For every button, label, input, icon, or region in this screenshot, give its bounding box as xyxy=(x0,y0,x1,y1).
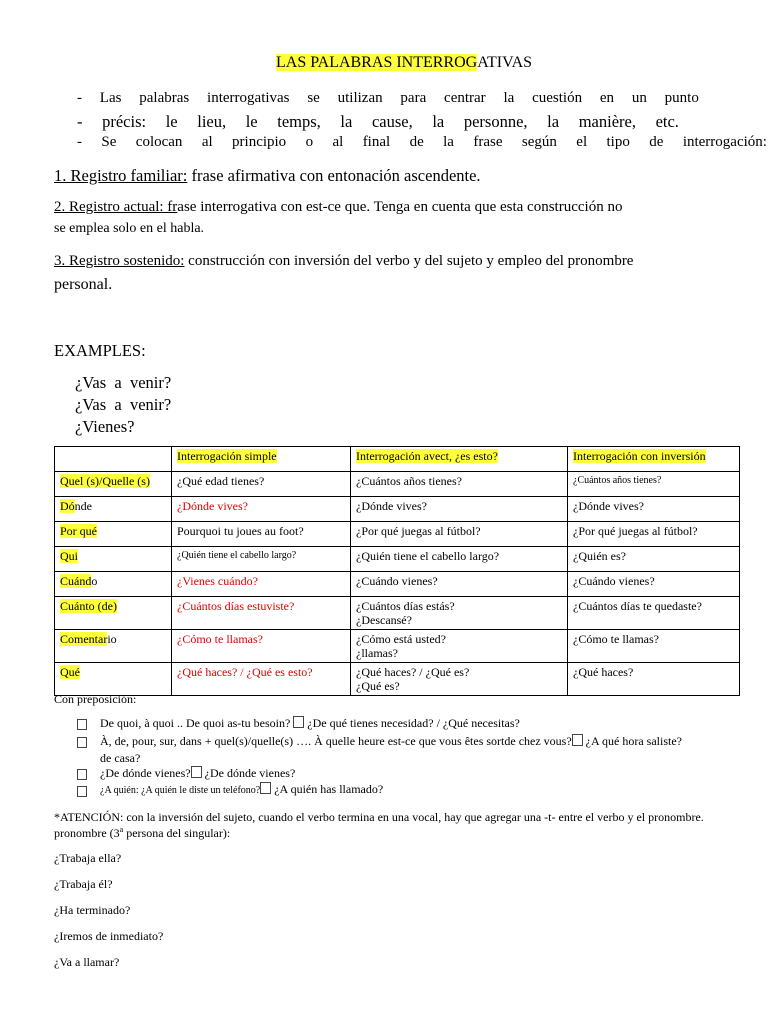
example-item: ¿Vienes? xyxy=(75,417,135,436)
intro-word: se xyxy=(307,90,320,106)
intro-word: tipo xyxy=(606,134,630,150)
intro-word: al xyxy=(332,134,344,150)
intro-word: un xyxy=(631,90,647,106)
intro-word: la xyxy=(503,90,515,106)
table-row xyxy=(55,663,740,696)
table-header-cell: Interrogación simple xyxy=(172,447,351,472)
intro-word: lieu, xyxy=(197,112,227,131)
intro-word: frase xyxy=(473,134,503,150)
preposition-item-3: ¿De dónde vienes? ¿De dónde vienes? xyxy=(100,766,296,780)
attention-note-line2: pronombre (3$^a$ persona del singular): xyxy=(54,825,231,840)
intro-word: la xyxy=(443,134,454,150)
cell-simple: ¿Vienes cuándo? xyxy=(172,572,351,597)
register-sostenido xyxy=(54,253,633,270)
table-row xyxy=(55,522,740,547)
table-row xyxy=(55,472,740,497)
cell-avec: ¿Cuántos años tienes? xyxy=(351,472,568,497)
cell-avec: ¿Por qué juegas al fútbol? xyxy=(351,522,568,547)
bullet-box-icon xyxy=(77,769,87,780)
preposition-item-2: À, de, pour, sur, dans + quel(s)/quelle(s) …. À quelle heure est-ce que vous êtes sortde chez vous? ¿A qué hora saliste? xyxy=(100,734,682,748)
question-example: ¿Trabaja ella? xyxy=(54,851,122,865)
register-actual xyxy=(54,199,622,216)
row-label: Qui xyxy=(55,547,172,572)
cell-inversion: ¿Por qué juegas al fútbol? xyxy=(568,522,740,547)
table-header-cell xyxy=(55,447,172,472)
intro-word: al xyxy=(201,134,213,150)
cell-simple: ¿Qué edad tienes? xyxy=(172,472,351,497)
intro-word: la xyxy=(547,112,560,131)
cell-simple: ¿Dónde vives? xyxy=(172,497,351,522)
bullet-box-icon xyxy=(77,737,87,748)
intro-word: o xyxy=(305,134,314,150)
cell-avec: ¿Cuántos días estás? ¿Descansé? xyxy=(351,597,568,630)
intro-word: le xyxy=(245,112,258,131)
example-item: ¿Vas a venir? xyxy=(75,373,172,392)
preposition-item-2-line2: de casa? xyxy=(100,751,141,765)
intro-word: en xyxy=(599,90,615,106)
row-label: Qué xyxy=(55,663,172,696)
intro-word: etc. xyxy=(655,112,679,131)
intro-word: - xyxy=(77,134,82,150)
cell-inversion: ¿Cuándo vienes? xyxy=(568,572,740,597)
intro-word: manière, xyxy=(578,112,636,131)
row-label: Cuánto (de) xyxy=(55,597,172,630)
cell-inversion: ¿Cuántos días te quedaste? xyxy=(568,597,740,630)
bullet-box-icon xyxy=(77,719,87,730)
register-actual-text: ase interrogativa con est-ce que. Tenga en cuenta que esta construcción no xyxy=(177,199,623,215)
preposition-item-4: ¿A quién: ¿A quién le diste un teléfono? ¿A quién has llamado? xyxy=(100,782,384,796)
intro-word: la xyxy=(340,112,353,131)
register-actual-label: 2. Registro actual: fr xyxy=(54,199,178,215)
register-sostenido-line2: personal. xyxy=(54,276,113,293)
table-row xyxy=(55,497,740,522)
preposition-heading: Con preposición: xyxy=(54,692,137,706)
intro-word: para xyxy=(400,90,427,106)
placeholder-box-icon xyxy=(293,716,304,728)
register-familiar-label: 1. Registro familiar: xyxy=(54,166,188,185)
row-label: Por qué xyxy=(55,522,172,547)
intro-word: principio xyxy=(232,134,287,150)
cell-simple: ¿Cómo te llamas? xyxy=(172,630,351,663)
register-actual-line2: se emplea solo en el habla. xyxy=(54,221,205,236)
row-label: Comentario xyxy=(55,630,172,663)
intro-word: punto xyxy=(664,90,699,106)
intro-word: interrogación: xyxy=(682,134,767,150)
intro-line-1 xyxy=(77,90,699,107)
cell-inversion: ¿Cómo te llamas? xyxy=(568,630,740,663)
table-row xyxy=(55,547,740,572)
intro-word: la xyxy=(432,112,445,131)
cell-avec: ¿Cómo está usted? ¿llamas? xyxy=(351,630,568,663)
table-header-cell: Interrogación con inversión xyxy=(568,447,740,472)
intro-word: el xyxy=(576,134,588,150)
table-header-row xyxy=(55,447,740,472)
cell-inversion: ¿Cuántos años tienes? xyxy=(568,472,740,497)
intro-word: colocan xyxy=(135,134,183,150)
intro-word: interrogativas xyxy=(207,90,290,106)
cell-avec: ¿Qué haces? / ¿Qué es? ¿Qué es? xyxy=(351,663,568,696)
page-title xyxy=(276,54,532,72)
register-familiar xyxy=(54,166,481,186)
table-row xyxy=(55,597,740,630)
placeholder-box-icon xyxy=(260,782,271,794)
interrogatives-table xyxy=(54,446,740,696)
table-header-cell: Interrogación avect, ¿es esto? xyxy=(351,447,568,472)
register-sostenido-label: 3. Registro sostenido: xyxy=(54,253,185,269)
intro-word: le xyxy=(165,112,178,131)
intro-word: centrar xyxy=(444,90,486,106)
placeholder-box-icon xyxy=(191,766,202,778)
intro-word: temps, xyxy=(277,112,321,131)
intro-word: - xyxy=(77,112,83,131)
intro-word: palabras xyxy=(139,90,190,106)
intro-word: personne, xyxy=(463,112,528,131)
example-item: ¿Vas a venir? xyxy=(75,395,172,414)
intro-word: Se xyxy=(101,134,117,150)
intro-word: cause, xyxy=(371,112,413,131)
row-label: Dónde xyxy=(55,497,172,522)
intro-word: de xyxy=(409,134,424,150)
cell-simple: ¿Cuántos días estuviste? xyxy=(172,597,351,630)
bullet-box-icon xyxy=(77,786,87,797)
cell-simple: ¿Quién tiene el cabello largo? xyxy=(172,547,351,572)
table-row xyxy=(55,630,740,663)
cell-avec: ¿Cuándo vienes? xyxy=(351,572,568,597)
intro-word: final xyxy=(362,134,391,150)
row-label: Quel (s)/Quelle (s) xyxy=(55,472,172,497)
intro-word: - xyxy=(77,90,82,106)
intro-line-3 xyxy=(77,134,767,151)
examples-heading: EXAMPLES: xyxy=(54,341,146,360)
attention-note: *ATENCIÓN: con la inversión del sujeto, cuando el verbo termina en una vocal, hay que agregar una -t- entre el verbo y el pronombre. xyxy=(54,810,704,824)
title-highlighted: LAS PALABRAS INTERROG xyxy=(276,54,478,71)
question-example: ¿Ha terminado? xyxy=(54,903,131,917)
question-example: ¿Iremos de inmediato? xyxy=(54,929,164,943)
cell-avec: ¿Quién tiene el cabello largo? xyxy=(351,547,568,572)
cell-simple: Pourquoi tu joues au foot? xyxy=(172,522,351,547)
placeholder-box-icon xyxy=(572,734,583,746)
cell-inversion: ¿Qué haces? xyxy=(568,663,740,696)
cell-simple: ¿Qué haces? / ¿Qué es esto? xyxy=(172,663,351,696)
cell-inversion: ¿Dónde vives? xyxy=(568,497,740,522)
intro-word: de xyxy=(649,134,664,150)
intro-word: Las xyxy=(99,90,122,106)
cell-avec: ¿Dónde vives? xyxy=(351,497,568,522)
intro-word: utilizan xyxy=(337,90,383,106)
question-example: ¿Trabaja él? xyxy=(54,877,113,891)
row-label: Cuándo xyxy=(55,572,172,597)
register-sostenido-text: construcción con inversión del verbo y del sujeto y empleo del pronombre xyxy=(184,253,634,269)
intro-word: précis: xyxy=(102,112,147,131)
intro-word: cuestión xyxy=(532,90,583,106)
cell-inversion: ¿Quién es? xyxy=(568,547,740,572)
title-rest: ATIVAS xyxy=(477,54,533,71)
intro-word: según xyxy=(521,134,557,150)
register-familiar-text: frase afirmativa con entonación ascendente. xyxy=(187,166,481,185)
intro-line-2 xyxy=(77,112,679,132)
preposition-item-1: De quoi, à quoi .. De quoi as-tu besoin? ¿De qué tienes necesidad? / ¿Qué necesitas? xyxy=(100,716,520,730)
table-row xyxy=(55,572,740,597)
question-example: ¿Va a llamar? xyxy=(54,955,120,969)
